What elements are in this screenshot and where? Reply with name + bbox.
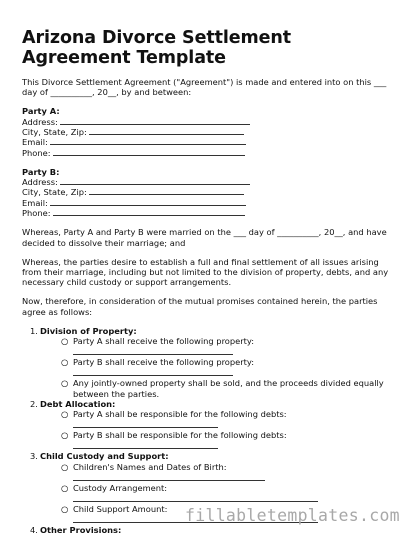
party-b-phone-line[interactable] xyxy=(53,208,245,216)
list-item: ○ Party A shall be responsible for the following debts: xyxy=(61,409,397,428)
party-b-block xyxy=(22,167,397,218)
section-debt-allocation: 2. Debt Allocation: ○ Party A shall be responsible for the following debts: ○ Party B shall be responsible for the following debts: xyxy=(30,399,397,450)
party-a-address-label: Address: xyxy=(22,116,58,127)
party-a-email-label: Email: xyxy=(22,137,48,148)
party-b-phone-label: Phone: xyxy=(22,208,51,219)
section-child-custody: 3. Child Custody and Support: ○ Children's Names and Dates of Birth: ○ Custody Arrangement: ○ Child Support Amount: xyxy=(30,451,397,523)
blank-line[interactable] xyxy=(73,368,233,376)
list-item: ○ Party B shall be responsible for the following debts: xyxy=(61,430,397,449)
blank-line[interactable] xyxy=(73,441,218,449)
section-title: Child Custody and Support: xyxy=(40,451,169,462)
list-item: ○ Party B shall receive the following property: xyxy=(61,357,397,376)
whereas-married-paragraph: Whereas, Party A and Party B were married on the ___ day of __________, 20__, and have decided to dissolve their marriage; and xyxy=(22,227,387,248)
intro-paragraph: This Divorce Settlement Agreement ("Agreement") is made and entered into on this ___ day of __________, 20__, by and between: xyxy=(22,77,387,98)
party-a-phone-label: Phone: xyxy=(22,147,51,158)
provisions-list xyxy=(22,326,397,536)
whereas-settlement-paragraph: Whereas, the parties desire to establish a full and final settlement of all issues arising from their marriage, including but not limited to the division of property, debts, and any necessary child custody or support arrangements. xyxy=(22,256,389,288)
party-b-address-line[interactable] xyxy=(60,177,250,185)
document-page xyxy=(22,28,397,535)
section-title: Division of Property: xyxy=(40,325,137,336)
party-a-block xyxy=(22,106,397,157)
section-other-provisions: 4. Other Provisions: xyxy=(30,525,122,536)
party-a-email-line[interactable] xyxy=(50,137,246,145)
party-b-address-label: Address: xyxy=(22,177,58,188)
list-item: ○ Child Support Amount: xyxy=(61,504,397,523)
party-a-city-label: City, State, Zip: xyxy=(22,127,87,137)
list-item: ○ Custody Arrangement: xyxy=(61,483,397,502)
list-item: ○ Party A shall receive the following property: xyxy=(61,336,397,355)
blank-line[interactable] xyxy=(73,494,318,502)
party-a-city-line[interactable] xyxy=(89,127,244,135)
blank-line[interactable] xyxy=(73,420,218,428)
list-item: ○ Children's Names and Dates of Birth: xyxy=(61,462,397,481)
party-b-email-line[interactable] xyxy=(50,198,246,206)
party-a-label: Party A: xyxy=(22,106,60,117)
party-b-label: Party B: xyxy=(22,166,60,177)
list-item: ○ Any jointly-owned property shall be sold, and the proceeds divided equally between the parties. xyxy=(61,378,384,399)
party-b-city-label: City, State, Zip: xyxy=(22,187,87,198)
therefore-paragraph: Now, therefore, in consideration of the mutual promises contained herein, the parties agree as follows: xyxy=(22,296,378,317)
blank-line[interactable] xyxy=(73,473,265,481)
party-b-email-label: Email: xyxy=(22,197,48,208)
section-title: Other Provisions: xyxy=(40,525,122,536)
blank-line[interactable] xyxy=(73,347,233,355)
party-b-city-line[interactable] xyxy=(89,187,244,195)
watermark-logo: fillabletemplates.com xyxy=(185,506,400,525)
section-title: Debt Allocation: xyxy=(40,398,116,409)
party-a-phone-line[interactable] xyxy=(53,148,245,156)
party-a-address-line[interactable] xyxy=(60,117,250,125)
document-title: Arizona Divorce Settlement Agreement Template xyxy=(22,28,292,68)
section-division-of-property: 1. Division of Property: ○ Party A shall receive the following property: ○ Party B shall receive the following property: ○ Any jointly-owned property shall be sold, and the proceeds divided equally between the parties. xyxy=(30,326,397,399)
